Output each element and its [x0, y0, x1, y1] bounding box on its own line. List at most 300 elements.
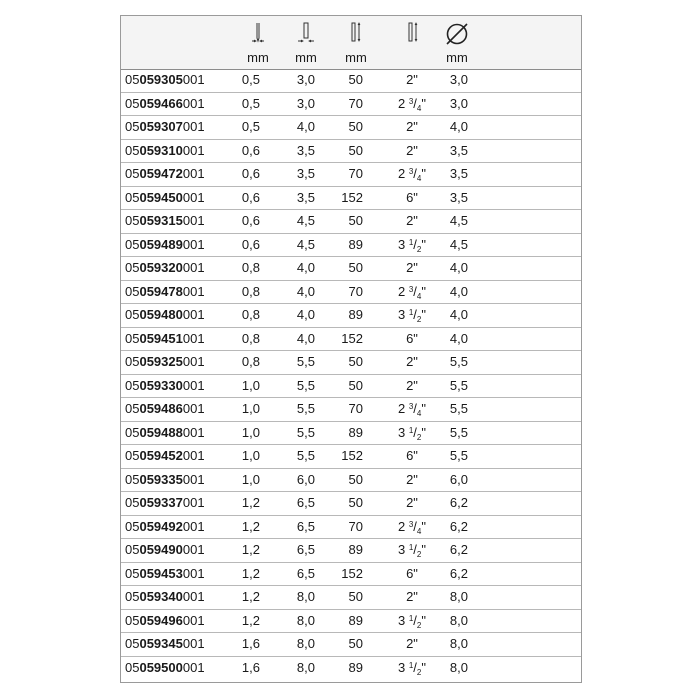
- length-inch-value: 2 $^3/_4$": [398, 166, 426, 183]
- diameter-value: 8,0: [449, 659, 468, 675]
- article-number: [125, 660, 205, 675]
- thickness-value: 1,2: [241, 612, 260, 628]
- length-value: 50: [348, 636, 363, 651]
- thickness-value: 0,6: [241, 236, 260, 252]
- inch-denominator: 4: [416, 526, 422, 536]
- inch-whole: 3: [398, 236, 409, 252]
- article-prefix: 05: [125, 612, 140, 628]
- diameter-value: 3,5: [449, 142, 468, 158]
- article-number: [125, 166, 205, 181]
- article-suffix: 001: [182, 565, 205, 581]
- article-code: 059337: [139, 495, 183, 510]
- article-prefix: 05: [125, 589, 140, 604]
- table-row: [121, 563, 581, 587]
- article-prefix: 05: [125, 236, 140, 252]
- article-code: 059453: [139, 565, 183, 581]
- diameter-value: 4,0: [449, 307, 468, 322]
- length-value: 70: [348, 518, 363, 534]
- inch-whole: 2": [406, 354, 418, 369]
- inch-numerator: 1: [408, 660, 414, 670]
- article-code: 059345: [139, 636, 183, 651]
- article-prefix: 05: [125, 72, 140, 87]
- article-suffix: 001: [182, 142, 205, 158]
- length-inch-value: [377, 589, 447, 604]
- inch-denominator: 2: [416, 667, 422, 677]
- diameter-value: 4,0: [449, 330, 468, 346]
- table-row: [121, 657, 581, 681]
- article-code: 059315: [139, 213, 183, 228]
- width-value: 5,5: [296, 401, 315, 416]
- table-row: [121, 116, 581, 140]
- article-number: [125, 190, 205, 205]
- article-suffix: 001: [182, 377, 205, 393]
- article-prefix: 05: [125, 659, 140, 675]
- length-inch-value: [377, 260, 447, 275]
- width-value: 5,5: [296, 424, 315, 440]
- length-inch-value: [377, 190, 447, 205]
- length-value: 50: [348, 213, 363, 228]
- thickness-value: 0,8: [241, 330, 260, 346]
- article-suffix: 001: [182, 95, 205, 111]
- length-value: 152: [341, 189, 363, 205]
- article-prefix: 05: [125, 330, 140, 346]
- article-number: [125, 589, 205, 604]
- width-value: 4,0: [296, 260, 315, 275]
- diameter-value: 5,5: [449, 401, 468, 416]
- article-code: 059450: [139, 189, 183, 205]
- header-length: [333, 16, 379, 69]
- article-prefix: 05: [125, 189, 140, 205]
- article-number: [125, 260, 205, 275]
- length-value: 50: [348, 119, 363, 134]
- thickness-value: 0,8: [241, 283, 260, 299]
- length-inch-value: 2 $^3/_4$": [398, 401, 426, 418]
- table-row: [121, 633, 581, 657]
- article-number: [125, 72, 205, 87]
- thickness-value: 1,2: [241, 542, 260, 557]
- article-code: 059472: [139, 166, 183, 181]
- length-inch-value: 3 $^1/_2$": [398, 236, 426, 254]
- article-prefix: 05: [125, 283, 140, 299]
- length-value: 89: [348, 307, 363, 322]
- article-number: [125, 378, 205, 393]
- length-value: 50: [348, 377, 363, 393]
- diameter-value: 4,0: [449, 283, 468, 299]
- inch-whole: 6": [406, 448, 418, 463]
- inch-whole: 2": [406, 377, 418, 393]
- article-prefix: 05: [125, 495, 140, 510]
- length-inch-value: [377, 119, 447, 134]
- table-row: [121, 210, 581, 234]
- width-value: 3,5: [296, 166, 315, 181]
- length-inch-value: 3 $^1/_2$": [398, 424, 426, 442]
- width-value: 8,0: [296, 636, 315, 651]
- inch-whole: 6": [406, 330, 418, 346]
- diameter-value: 6,2: [449, 495, 468, 510]
- width-value: 4,5: [296, 236, 315, 252]
- width-value: 6,0: [296, 471, 315, 487]
- width-value: 3,5: [296, 142, 315, 158]
- thickness-value: 1,0: [241, 448, 260, 463]
- thickness-value: 1,0: [241, 424, 260, 440]
- article-number: [125, 542, 205, 557]
- length-inch-value: [377, 636, 447, 651]
- length-value: 152: [341, 448, 363, 463]
- width-value: 8,0: [296, 589, 315, 604]
- length-value: 70: [348, 95, 363, 111]
- width-value: 5,5: [296, 377, 315, 393]
- inch-whole: 2: [398, 95, 409, 111]
- article-suffix: 001: [182, 260, 205, 275]
- article-prefix: 05: [125, 448, 140, 463]
- inch-whole: 3: [398, 542, 409, 557]
- diameter-value: 3,0: [449, 72, 468, 87]
- article-suffix: 001: [182, 354, 205, 369]
- width-value: 4,0: [296, 307, 315, 322]
- inch-whole: 2": [406, 471, 418, 487]
- width-value: 6,5: [296, 565, 315, 581]
- diameter-value: 6,2: [449, 518, 468, 534]
- article-table: [120, 15, 582, 683]
- thickness-value: 0,8: [241, 307, 260, 322]
- length-inch-value: [377, 143, 447, 158]
- thickness-value: 1,2: [241, 589, 260, 604]
- article-code: 059500: [139, 659, 183, 675]
- table-row: [121, 257, 581, 281]
- article-suffix: 001: [182, 72, 205, 87]
- header-width: [283, 16, 329, 69]
- length-inch-value: 3 $^1/_2$": [398, 659, 426, 677]
- table-row: [121, 586, 581, 610]
- thickness-value: 1,2: [241, 495, 260, 510]
- article-suffix: 001: [182, 589, 205, 604]
- diameter-value: 4,5: [449, 236, 468, 252]
- article-prefix: 05: [125, 95, 140, 111]
- inch-numerator: 3: [408, 402, 414, 411]
- table-row: [121, 93, 581, 117]
- inch-whole: 2": [406, 495, 418, 510]
- thickness-value: 0,5: [241, 95, 260, 111]
- table-row: [121, 234, 581, 258]
- article-suffix: 001: [182, 283, 205, 299]
- inch-denominator: 2: [416, 244, 422, 254]
- inch-whole: 2: [398, 283, 409, 299]
- width-value: 6,5: [296, 542, 315, 557]
- article-prefix: 05: [125, 542, 140, 557]
- length-inch-value: 3 $^1/_2$": [398, 612, 426, 630]
- header-diameter-unit: mm: [446, 50, 468, 65]
- length-inch-value: [377, 495, 447, 510]
- article-suffix: 001: [182, 471, 205, 487]
- article-prefix: 05: [125, 424, 140, 440]
- inch-whole: 3: [398, 307, 409, 322]
- article-prefix: 05: [125, 213, 140, 228]
- inch-numerator: 1: [408, 543, 414, 552]
- table-row: [121, 398, 581, 422]
- inch-denominator: 4: [416, 103, 422, 113]
- article-suffix: 001: [182, 307, 205, 322]
- width-value: 4,0: [296, 119, 315, 134]
- article-prefix: 05: [125, 565, 140, 581]
- inch-denominator: 2: [416, 315, 422, 324]
- article-code: 059478: [139, 283, 183, 299]
- article-suffix: 001: [182, 542, 205, 557]
- thickness-value: 1,2: [241, 518, 260, 534]
- article-prefix: 05: [125, 518, 140, 534]
- inch-denominator: 2: [416, 550, 422, 559]
- inch-numerator: 3: [408, 284, 414, 294]
- article-number: [125, 495, 205, 510]
- article-code: 059480: [139, 307, 183, 322]
- article-code: 059325: [139, 354, 183, 369]
- diameter-value: 8,0: [449, 612, 468, 628]
- article-code: 059330: [139, 377, 183, 393]
- thickness-value: 0,6: [241, 142, 260, 158]
- article-code: 059452: [139, 448, 183, 463]
- thickness-value: 0,5: [241, 72, 260, 87]
- article-number: [125, 237, 205, 252]
- length-inch-value: [377, 331, 447, 346]
- article-suffix: 001: [182, 424, 205, 440]
- inch-whole: 2: [398, 166, 409, 181]
- length-value: 50: [348, 260, 363, 275]
- table-row: [121, 163, 581, 187]
- length-value: 89: [348, 424, 363, 440]
- blade-width-icon: [283, 21, 329, 47]
- thickness-value: 0,5: [241, 119, 260, 134]
- article-suffix: 001: [182, 448, 205, 463]
- table-row: [121, 187, 581, 211]
- inch-numerator: 1: [408, 613, 414, 623]
- table-row: [121, 351, 581, 375]
- length-value: 70: [348, 166, 363, 181]
- length-value: 152: [341, 565, 363, 581]
- length-inch-value: 3 $^1/_2$": [398, 307, 426, 324]
- diameter-value: 4,0: [449, 119, 468, 134]
- article-number: [125, 401, 205, 416]
- thickness-value: 1,2: [241, 565, 260, 581]
- length-inch-value: 3 $^1/_2$": [398, 542, 426, 559]
- width-value: 3,5: [296, 189, 315, 205]
- article-code: 059320: [139, 260, 183, 275]
- header-width-unit: mm: [295, 50, 317, 65]
- inch-numerator: 3: [408, 167, 414, 176]
- length-inch-value: [377, 448, 447, 463]
- inch-numerator: 3: [408, 519, 414, 529]
- length-value: 89: [348, 659, 363, 675]
- thickness-value: 1,6: [241, 636, 260, 651]
- article-suffix: 001: [182, 612, 205, 628]
- article-number: [125, 613, 205, 628]
- article-prefix: 05: [125, 471, 140, 487]
- length-inch-value: 2 $^3/_4$": [398, 95, 426, 113]
- article-number: [125, 636, 205, 651]
- header-thickness: [235, 16, 281, 69]
- header-diameter: [439, 16, 475, 69]
- width-value: 6,5: [296, 518, 315, 534]
- article-number: [125, 354, 205, 369]
- article-prefix: 05: [125, 401, 140, 416]
- inch-whole: 6": [406, 189, 418, 205]
- inch-denominator: 2: [416, 432, 422, 442]
- table-header: [121, 16, 581, 70]
- article-number: [125, 143, 205, 158]
- length-value: 50: [348, 72, 363, 87]
- width-value: 4,0: [296, 283, 315, 299]
- length-value: 70: [348, 401, 363, 416]
- article-suffix: 001: [182, 236, 205, 252]
- article-number: [125, 448, 205, 463]
- thickness-value: 0,6: [241, 166, 260, 181]
- diameter-value: 5,5: [449, 377, 468, 393]
- width-value: 8,0: [296, 612, 315, 628]
- article-code: 059310: [139, 142, 183, 158]
- article-code: 059335: [139, 471, 183, 487]
- article-code: 059488: [139, 424, 183, 440]
- inch-whole: 3: [398, 612, 409, 628]
- length-inch-value: [377, 378, 447, 393]
- table-row: [121, 140, 581, 164]
- article-prefix: 05: [125, 307, 140, 322]
- table-row: [121, 328, 581, 352]
- table-row: [121, 539, 581, 563]
- diameter-value: 5,5: [449, 448, 468, 463]
- header-thickness-unit: mm: [247, 50, 269, 65]
- length-inch-value: [377, 354, 447, 369]
- length-value: 50: [348, 354, 363, 369]
- diameter-value: 8,0: [449, 636, 468, 651]
- table-row: [121, 445, 581, 469]
- length-inch-value: [377, 72, 447, 87]
- table-row: [121, 469, 581, 493]
- inch-whole: 2: [398, 401, 409, 416]
- inch-denominator: 4: [416, 291, 422, 301]
- article-code: 059492: [139, 518, 183, 534]
- article-suffix: 001: [182, 189, 205, 205]
- diameter-value: 6,2: [449, 542, 468, 557]
- article-suffix: 001: [182, 636, 205, 651]
- inch-whole: 2": [406, 119, 418, 134]
- article-number: [125, 425, 205, 440]
- inch-denominator: 4: [416, 174, 422, 183]
- table-row: [121, 281, 581, 305]
- article-prefix: 05: [125, 166, 140, 181]
- width-value: 3,0: [296, 95, 315, 111]
- width-value: 5,5: [296, 354, 315, 369]
- article-prefix: 05: [125, 260, 140, 275]
- article-suffix: 001: [182, 330, 205, 346]
- table-row: [121, 516, 581, 540]
- article-number: [125, 213, 205, 228]
- inch-numerator: 1: [408, 237, 414, 247]
- length-value: 50: [348, 495, 363, 510]
- blade-length-icon: [333, 21, 379, 47]
- article-number: [125, 284, 205, 299]
- inch-numerator: 3: [408, 96, 414, 106]
- inch-numerator: 1: [408, 308, 414, 317]
- inch-whole: 2": [406, 142, 418, 158]
- article-code: 059489: [139, 236, 183, 252]
- article-prefix: 05: [125, 119, 140, 134]
- diameter-icon: [439, 21, 475, 47]
- width-value: 4,5: [296, 213, 315, 228]
- article-number: [125, 472, 205, 487]
- length-inch-value: 2 $^3/_4$": [398, 283, 426, 301]
- table-row: [121, 422, 581, 446]
- thickness-value: 1,0: [241, 401, 260, 416]
- diameter-value: 8,0: [449, 589, 468, 604]
- thickness-value: 0,8: [241, 260, 260, 275]
- thickness-value: 0,6: [241, 213, 260, 228]
- thickness-value: 0,8: [241, 354, 260, 369]
- length-value: 89: [348, 236, 363, 252]
- width-value: 3,0: [296, 72, 315, 87]
- diameter-value: 6,0: [449, 471, 468, 487]
- length-value: 50: [348, 589, 363, 604]
- article-suffix: 001: [182, 495, 205, 510]
- article-number: [125, 331, 205, 346]
- article-suffix: 001: [182, 518, 205, 534]
- length-value: 89: [348, 612, 363, 628]
- article-number: [125, 566, 205, 581]
- article-code: 059305: [139, 72, 183, 87]
- table-row: [121, 375, 581, 399]
- thickness-value: 1,0: [241, 377, 260, 393]
- diameter-value: 3,5: [449, 189, 468, 205]
- length-value: 152: [341, 330, 363, 346]
- article-suffix: 001: [182, 401, 205, 416]
- blade-thickness-icon: [235, 21, 281, 47]
- inch-whole: 3: [398, 424, 409, 440]
- thickness-value: 1,6: [241, 659, 260, 675]
- width-value: 6,5: [296, 495, 315, 510]
- inch-whole: 3: [398, 659, 409, 675]
- article-number: [125, 519, 205, 534]
- diameter-value: 4,0: [449, 260, 468, 275]
- table-row: [121, 304, 581, 328]
- length-value: 70: [348, 283, 363, 299]
- blade-length-inch-icon: [383, 21, 443, 47]
- article-suffix: 001: [182, 659, 205, 675]
- article-prefix: 05: [125, 377, 140, 393]
- inch-denominator: 4: [416, 409, 422, 418]
- inch-whole: 2": [406, 213, 418, 228]
- article-code: 059490: [139, 542, 183, 557]
- article-code: 059466: [139, 95, 183, 111]
- article-code: 059496: [139, 612, 183, 628]
- article-prefix: 05: [125, 354, 140, 369]
- article-suffix: 001: [182, 166, 205, 181]
- width-value: 4,0: [296, 330, 315, 346]
- article-number: [125, 307, 205, 322]
- table-row: [121, 492, 581, 516]
- article-prefix: 05: [125, 636, 140, 651]
- length-value: 89: [348, 542, 363, 557]
- article-code: 059486: [139, 401, 183, 416]
- inch-whole: 6": [406, 565, 418, 581]
- diameter-value: 3,5: [449, 166, 468, 181]
- length-value: 50: [348, 471, 363, 487]
- inch-whole: 2": [406, 72, 418, 87]
- article-number: [125, 96, 205, 111]
- length-inch-value: [377, 472, 447, 487]
- article-prefix: 05: [125, 142, 140, 158]
- width-value: 5,5: [296, 448, 315, 463]
- article-number: [125, 119, 205, 134]
- thickness-value: 0,6: [241, 189, 260, 205]
- inch-whole: 2": [406, 260, 418, 275]
- diameter-value: 5,5: [449, 354, 468, 369]
